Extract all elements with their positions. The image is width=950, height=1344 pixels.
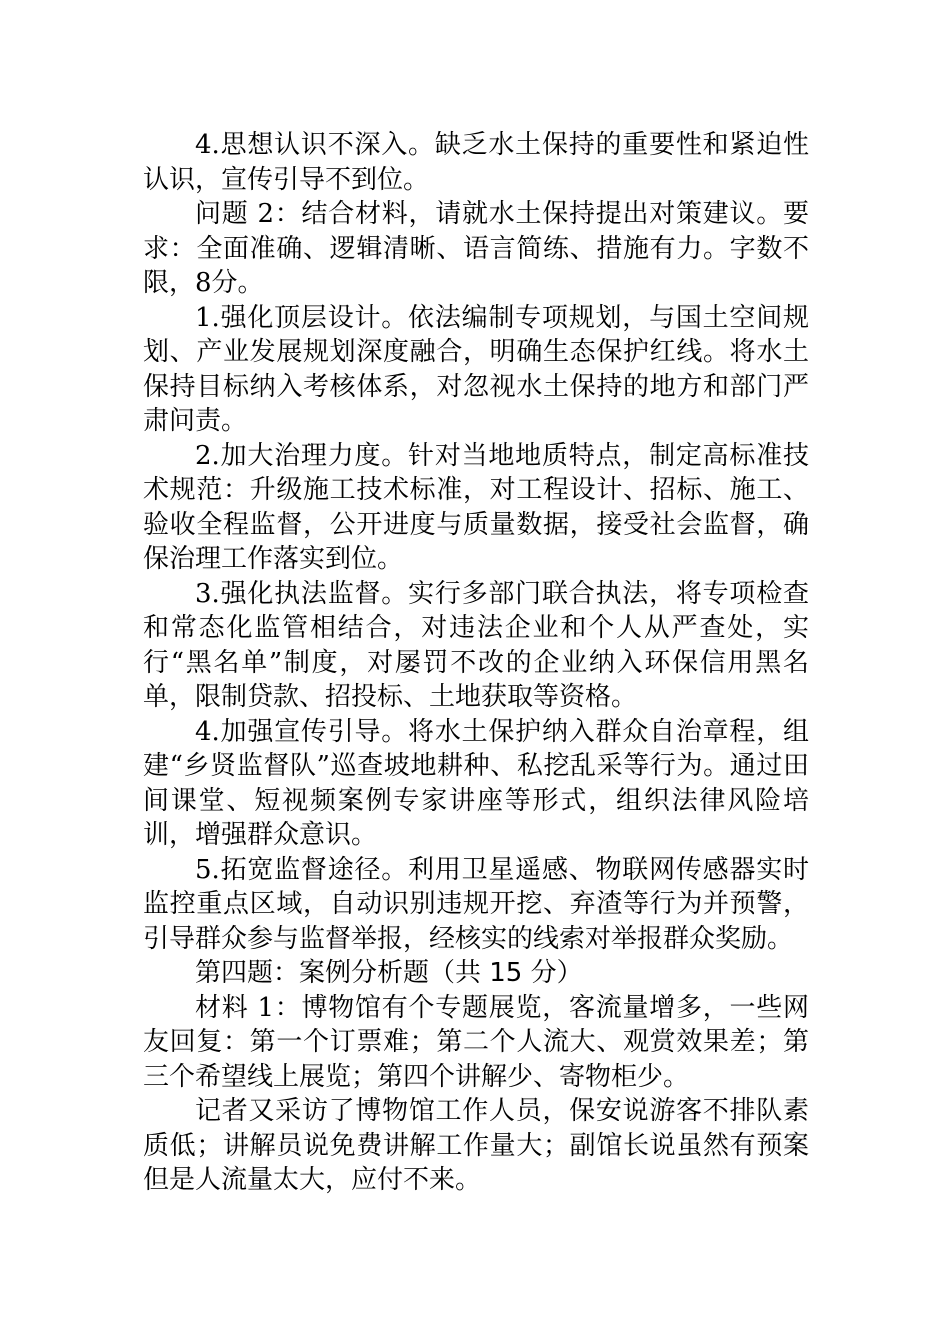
paragraph-reporter-interview: 记者又采访了博物馆工作人员，保安说游客不排队素质低；讲解员说免费讲解工作量大；副馆长说虽然有预案但是人流量太大，应付不来。 <box>143 1096 809 1195</box>
document-body <box>143 128 809 1198</box>
paragraph-measure-4: 4.加强宣传引导。将水土保护纳入群众自治章程，组建“乡贤监督队”巡查坡地耕种、私挖乱采等行为。通过田间课堂、短视频案例专家讲座等形式，组织法律风险培训，增强群众意识。 <box>143 716 809 850</box>
section-title-question-4: 第四题：案例分析题（共 15 分） <box>195 958 583 988</box>
paragraph-material-1: 材料 1：博物馆有个专题展览，客流量增多，一些网友回复：第一个订票难；第二个人流大、观赏效果差；第三个希望线上展览；第四个讲解少、寄物柜少。 <box>143 992 809 1092</box>
paragraph-measure-1: 1.强化顶层设计。依法编制专项规划，与国土空间规划、产业发展规划深度融合，明确生态保护红线。将水土保持目标纳入考核体系，对忽视水土保持的地方和部门严肃问责。 <box>143 302 809 436</box>
paragraph-measure-3: 3.强化执法监督。实行多部门联合执法，将专项检查和常态化监管相结合，对违法企业和个人从严查处，实行“黑名单”制度，对屡罚不改的企业纳入环保信用黑名单，限制贷款、招投标、土地获取等资格。 <box>143 578 809 712</box>
paragraph-point-4-awareness: 4.思想认识不深入。缺乏水土保持的重要性和紧迫性认识，宣传引导不到位。 <box>143 130 809 195</box>
paragraph-question-2: 问题 2：结合材料，请就水土保持提出对策建议。要求：全面准确、逻辑清晰、语言简练、措施有力。字数不限，8分。 <box>143 199 809 298</box>
paragraph-measure-5: 5.拓宽监督途径。利用卫星遥感、物联网传感器实时监控重点区域，自动识别违规开挖、弃渣等行为并预警，引导群众参与监督举报，经核实的线索对举报群众奖励。 <box>143 854 809 954</box>
paragraph-measure-2: 2.加大治理力度。针对当地地质特点，制定高标准技术规范：升级施工技术标准，对工程设计、招标、施工、验收全程监督，公开进度与质量数据，接受社会监督，确保治理工作落实到位。 <box>143 440 809 574</box>
